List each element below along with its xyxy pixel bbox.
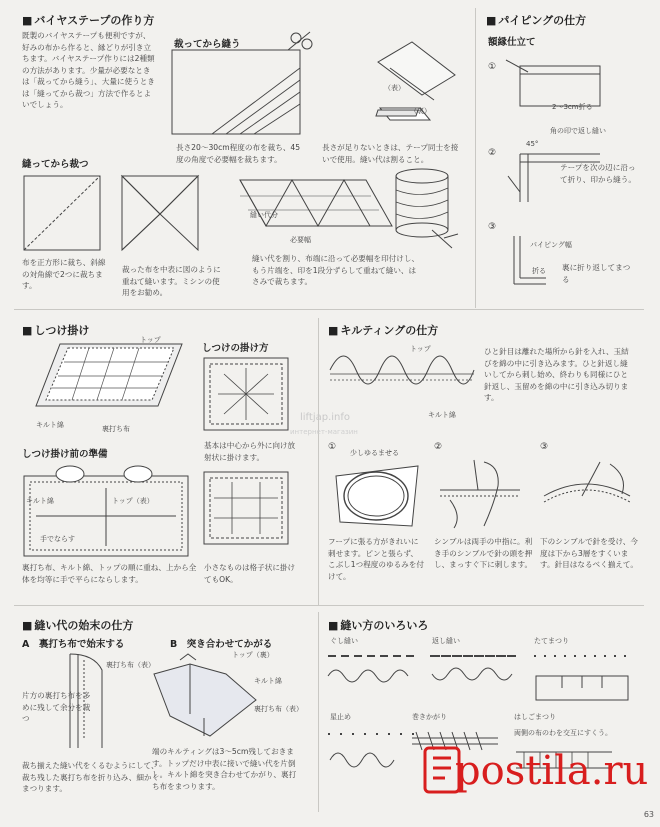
bias-sewn-caption2: 長さが足りないときは、テープ同士を接いで使用。縫い代は割ること。 — [322, 143, 459, 164]
quilting-note1: フープに張る方がきれいに刺せます。ピンと張らず、こぶし1つ程度のゆるみを付けて。 — [328, 537, 424, 581]
seam-b-diagram — [150, 650, 260, 740]
basting-prep-note: 裏打ち布、キルト綿、トップの順に重ね、上から全体を均等に手で平らにならします。 — [22, 563, 197, 584]
row-divider-2 — [14, 605, 644, 606]
bias-join-diagram — [360, 40, 465, 130]
basting-prep-label-batting: キルト綿 — [26, 497, 54, 505]
seam-a-note: 裁ち揃えた縫い代をくるむようにして、裁ち残した裏打ち布を折り込み、細かくまつります。 — [22, 761, 160, 793]
column-divider-mid — [318, 318, 319, 605]
basting-layers-diagram — [34, 340, 184, 420]
row-divider-1 — [14, 309, 644, 310]
page-number: 63 — [643, 810, 654, 819]
basting-label-batting: キルト綿 — [36, 421, 64, 429]
seam-section-title: ■ 縫い代の始末の仕方 — [22, 617, 133, 633]
quilting-step1: ① — [328, 442, 337, 452]
stitch-label-6: はしごまつり — [514, 713, 556, 721]
piping-step3: ③ — [488, 222, 497, 232]
bias-cut-title: 縫ってから裁つ — [22, 159, 89, 170]
bias-cut-roll — [392, 166, 467, 251]
seam-a-title: A 裏打ち布で始末する — [22, 639, 125, 650]
piping-sub: 額縁仕立て — [488, 37, 536, 48]
stitches-section-title: ■ 縫い方のいろいろ — [328, 617, 428, 633]
watermark-shop: интернет-магазин — [290, 428, 358, 436]
bias-cut-layered — [120, 174, 210, 254]
bias-label-front: （表） — [384, 84, 405, 92]
quilting-label-top: トップ — [410, 345, 431, 353]
basting-grid-diagram — [202, 470, 292, 550]
basting-method-title: しつけの掛け方 — [202, 343, 269, 354]
stitch-label-3: たてまつり — [534, 637, 569, 645]
quilting-note3: 下のシンブルで針を受け、今度は下から3層をすくいます。針目はなるべく揃えて。 — [540, 537, 638, 569]
basting-radial-diagram — [202, 356, 292, 436]
seam-b-label-back: 裏打ち布（表） — [254, 705, 303, 713]
basting-prep-label-top: トップ（表） — [112, 497, 154, 505]
quilting-step2: ② — [434, 442, 443, 452]
seam-b-label-batting: キルト綿 — [254, 677, 282, 685]
bias-sewn-title: 裁ってから縫う — [174, 39, 241, 50]
stitch-vertical-diagram — [532, 646, 632, 706]
bias-cut-caption3: 縫い代を割り、布端に沿って必要幅を印付けし、もう片端を、印を1段分ずらして重ねて縫い、はさみで裁ちます。 — [252, 254, 420, 286]
column-divider-bottom — [318, 612, 319, 812]
piping-step2: ② — [488, 148, 497, 158]
basting-method-note1: 基本は中心から外に向け放射状に掛けます。 — [204, 441, 296, 462]
seam-b-title: B 突き合わせてかがる — [170, 639, 273, 650]
stitch-running-diagram — [326, 646, 416, 696]
piping-width-label: パイピング幅 — [530, 241, 572, 249]
column-divider-top — [475, 8, 476, 308]
quilting-thimble-diagram — [434, 456, 524, 530]
piping-corner-note: 角の印で返し縫い — [550, 127, 606, 135]
piping-step1: ① — [488, 62, 497, 72]
stitch-back-diagram — [428, 646, 518, 696]
bias-cut-caption2: 裁った布を中表に図のように重ねて縫います。ミシンの使用をお勧め。 — [122, 265, 221, 297]
postila-logo-text: postila.ru — [455, 748, 649, 794]
bias-label-width: 必要幅 — [290, 236, 311, 244]
stitch-label-2: 返し縫い — [432, 637, 460, 645]
piping-step3-note: 裏に折り返してまつる — [562, 263, 631, 284]
bias-label-seam: 縫い代分 — [250, 211, 278, 219]
bias-cut-caption1: 布を正方形に裁ち、斜線の対角線で2つに裁ちます。 — [22, 258, 106, 290]
quilting-label-batting: キルト綿 — [428, 411, 456, 419]
bias-sewn-diagram — [168, 28, 313, 138]
stitch-star-diagram — [326, 724, 416, 774]
quilting-step3: ③ — [540, 442, 549, 452]
seam-a-label-back: 裏打ち布（表） — [106, 661, 155, 669]
watermark-site: liftjap.info — [300, 412, 351, 423]
stitch-ladder-note: 両側の布のわを交互にすくう。 — [514, 729, 612, 737]
quilting-stitch-diagram — [540, 456, 635, 530]
bias-section-title: ■ バイヤステープの作り方 — [22, 12, 154, 28]
bias-label-back: （裏） — [410, 107, 431, 115]
quilting-intro: ひと針目は離れた場所から針を入れ、玉結びを綿の中に引き込みます。ひと針返し縫いしてから刺し始め、終わりも同様にひと針返し、玉留めを綿の中に引き込み切ります。 — [484, 347, 629, 402]
basting-label-backing: 裏打ち布 — [102, 425, 130, 433]
bias-cut-square — [22, 174, 112, 254]
stitch-label-1: ぐし縫い — [330, 637, 358, 645]
bias-intro: 既製のバイヤステープも便利ですが、好みの布から作ると、縁どりが引き立ちます。バイヤステープ作りには2種類の方法があります。少量が必要なときは「裁ってから縫う」、大量に使うときは「縫ってから裁つ」方法で作るとよいでしょう。 — [22, 31, 155, 109]
piping-fold-label: 折る — [532, 267, 546, 275]
quilting-note2: シンブルは両手の中指に。利き手のシンブルで針の頭を押し、まっすぐ下に刺します。 — [434, 537, 533, 569]
quilting-wave-diagram — [326, 340, 476, 410]
quilting-section-title: ■ キルティングの仕方 — [328, 322, 438, 338]
seam-a-label-note: 片方の裏打ち布を多めに残して余分を裁つ — [22, 691, 91, 723]
stitch-label-4: 星止め — [330, 713, 351, 721]
piping-step2-note: テープを次の辺に沿って折り、印から縫う。 — [560, 163, 636, 184]
piping-section-title: ■ パイピングの仕方 — [486, 12, 586, 28]
quilting-label-loose: 少しゆるませる — [350, 449, 399, 457]
bias-sewn-caption1: 長さ20〜30cm程度の布を裁ち、45度の角度で必要幅を裁ちます。 — [176, 143, 301, 164]
piping-angle-label: 45° — [526, 140, 539, 148]
seam-b-label-top: トップ（裏） — [232, 651, 274, 659]
stitch-label-5: 巻きかがり — [412, 713, 447, 721]
basting-section-title: ■ しつけ掛け — [22, 322, 89, 338]
seam-b-note: 端のキルティングは3〜5cm残しておきます。トップだけ中表に接いで縫い代を片倒し。キルト綿を突き合わせてかがり、裏打ち布をまつります。 — [152, 747, 297, 791]
basting-prep-label-smooth: 手でならす — [40, 535, 75, 543]
basting-method-note2: 小さなものは格子状に掛けてもOK。 — [204, 563, 296, 584]
basting-label-top: トップ — [140, 336, 161, 344]
basting-prep-title: しつけ掛け前の準備 — [22, 449, 108, 460]
quilting-hoop-diagram — [332, 458, 422, 530]
piping-fold-note: 2〜3cm折る — [552, 103, 593, 111]
